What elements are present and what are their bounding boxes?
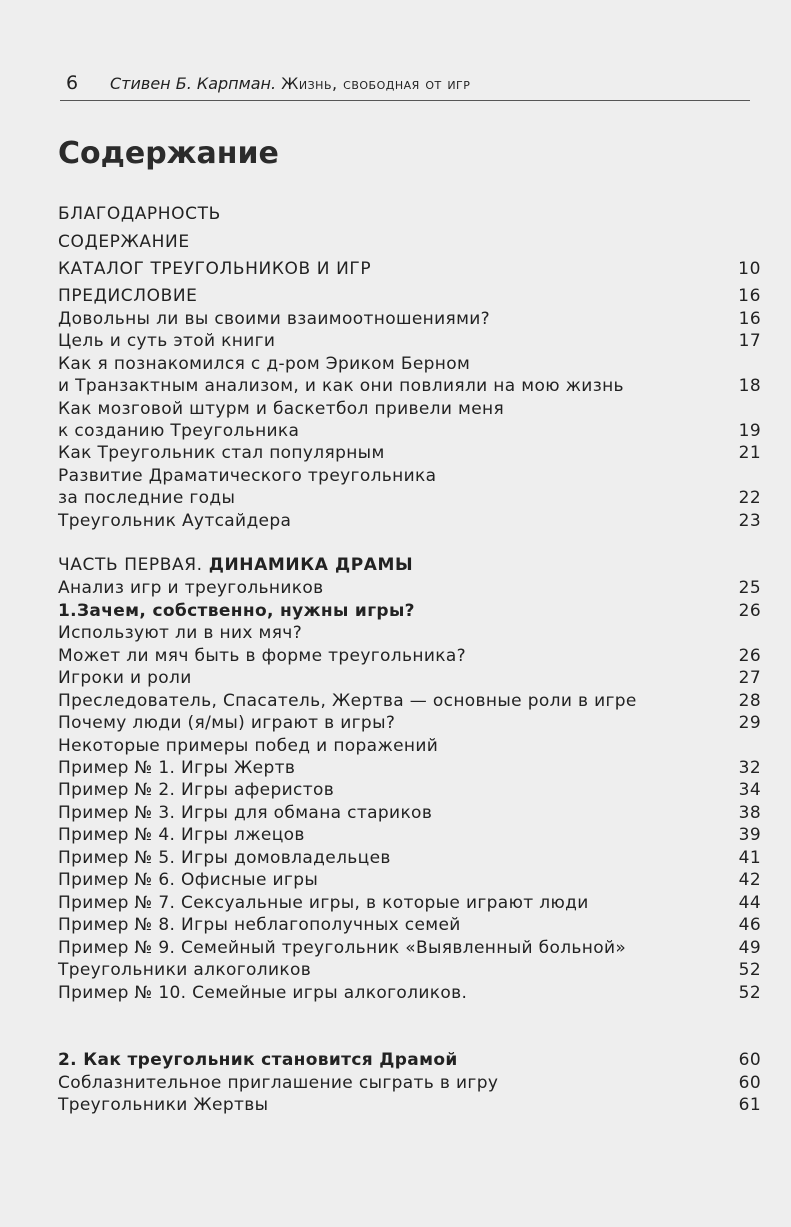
toc-entry-page: 60 — [738, 1050, 761, 1070]
toc-entry — [58, 231, 761, 253]
toc-entry-page: 16 — [738, 286, 761, 306]
toc-entry-text: Пример № 10. Семейные игры алкоголиков. — [58, 983, 468, 1003]
toc-entry-text: Пример № 1. Игры Жертв — [58, 758, 296, 778]
toc-entry-text: Некоторые примеры побед и поражений — [58, 736, 439, 756]
toc-entry — [58, 577, 761, 599]
page-number: 6 — [66, 72, 79, 94]
toc-entry-text: КАТАЛОГ ТРЕУГОЛЬНИКОВ И ИГР — [58, 259, 372, 279]
toc-entry-page: 16 — [738, 309, 761, 329]
page-title: Содержание — [58, 136, 279, 171]
toc-entry — [58, 510, 761, 532]
toc-entry-text: Анализ игр и треугольников — [58, 578, 324, 598]
toc-entry-text: Довольны ли вы своими взаимоотношениями? — [58, 309, 491, 329]
toc-entry-page: 27 — [738, 668, 761, 688]
toc-entry-text: Соблазнительное приглашение сыграть в игру — [58, 1073, 499, 1093]
toc-entry — [58, 735, 761, 757]
toc-entry — [58, 330, 761, 352]
toc-entry — [58, 824, 761, 846]
toc-entry-page: 42 — [738, 870, 761, 890]
toc-entry-page: 41 — [738, 848, 761, 868]
toc-entry-text: Пример № 3. Игры для обмана стариков — [58, 803, 433, 823]
toc-entry-page: 49 — [738, 938, 761, 958]
toc-entry — [58, 398, 761, 420]
toc-entry-text: к созданию Треугольника — [58, 421, 300, 441]
toc-entry-text: БЛАГОДАРНОСТЬ — [58, 204, 221, 224]
toc-entry — [58, 622, 761, 644]
toc-entry-page: 10 — [738, 259, 761, 279]
running-head — [60, 70, 750, 101]
toc-entry-text: Треугольник Аутсайдера — [58, 511, 292, 531]
toc-entry-page: 39 — [738, 825, 761, 845]
toc-entry — [58, 959, 761, 981]
toc-entry-page: 18 — [738, 376, 761, 396]
toc-entry-page: 17 — [738, 331, 761, 351]
toc-entry-text: Может ли мяч быть в форме треугольника? — [58, 646, 466, 666]
toc-entry — [58, 892, 761, 914]
toc-entry-text: Пример № 9. Семейный треугольник «Выявленный больной» — [58, 938, 627, 958]
toc-entry — [58, 285, 761, 307]
toc-entry-text: Используют ли в них мяч? — [58, 623, 303, 643]
toc-entry-text: Как я познакомился с д-ром Эриком Берном — [58, 354, 471, 374]
toc-entry — [58, 1072, 761, 1094]
toc-entry-text: Пример № 5. Игры домовладельцев — [58, 848, 391, 868]
toc-entry-text: ПРЕДИСЛОВИЕ — [58, 286, 198, 306]
toc-part-title: ДИНАМИКА ДРАМЫ — [208, 555, 414, 575]
toc-entry — [58, 487, 761, 509]
toc-entry-text: Цель и суть этой книги — [58, 331, 276, 351]
toc-entry — [58, 465, 761, 487]
toc-entry-text: Как Треугольник стал популярным — [58, 443, 385, 463]
toc-entry — [58, 203, 761, 225]
toc-entry-text: 2. Как треугольник становится Драмой — [58, 1050, 458, 1070]
toc-chapter-heading — [58, 1049, 761, 1071]
toc-entry-page: 23 — [738, 511, 761, 531]
toc-entry — [58, 1094, 761, 1116]
toc-entry-page: 44 — [738, 893, 761, 913]
toc-entry — [58, 757, 761, 779]
toc-entry-text: Развитие Драматического треугольника — [58, 466, 437, 486]
toc-entry — [58, 914, 761, 936]
toc-entry-text: СОДЕРЖАНИЕ — [58, 232, 190, 252]
toc-entry — [58, 645, 761, 667]
toc-entry-page: 61 — [738, 1095, 761, 1115]
running-head-author: Стивен Б. Карпман. — [110, 74, 277, 93]
toc-entry — [58, 802, 761, 824]
toc-entry-page: 28 — [738, 691, 761, 711]
running-head-title: Жизнь, свободная от игр — [281, 74, 471, 93]
toc-entry-page: 25 — [738, 578, 761, 598]
toc-entry — [58, 375, 761, 397]
toc-entry-text: за последние годы — [58, 488, 236, 508]
toc-entry-text: Игроки и роли — [58, 668, 192, 688]
toc-entry-page: 19 — [738, 421, 761, 441]
toc-entry-page: 60 — [738, 1073, 761, 1093]
toc-entry-page: 21 — [738, 443, 761, 463]
toc-entry — [58, 667, 761, 689]
toc-entry-page: 34 — [738, 780, 761, 800]
toc-entry — [58, 847, 761, 869]
toc-entry-text: Пример № 6. Офисные игры — [58, 870, 319, 890]
toc-entry — [58, 937, 761, 959]
toc-entry-text: и Транзактным анализом, и как они повлияли на мою жизнь — [58, 376, 624, 396]
toc-entry — [58, 442, 761, 464]
toc-entry-text: Треугольники алкоголиков — [58, 960, 312, 980]
toc-entry-text: Треугольники Жертвы — [58, 1095, 269, 1115]
toc-entry — [58, 308, 761, 330]
toc-entry-page: 32 — [738, 758, 761, 778]
toc-entry-page: 29 — [738, 713, 761, 733]
toc-entry-text: Пример № 2. Игры аферистов — [58, 780, 335, 800]
toc-entry — [58, 420, 761, 442]
toc-entry — [58, 353, 761, 375]
toc-entry-text: Пример № 8. Игры неблагополучных семей — [58, 915, 461, 935]
toc-entry-page: 26 — [738, 646, 761, 666]
toc-entry-text: Преследователь, Спасатель, Жертва — основные роли в игре — [58, 691, 637, 711]
toc-entry-page: 46 — [738, 915, 761, 935]
toc-entry-page: 26 — [738, 601, 761, 621]
toc-part-prefix: ЧАСТЬ ПЕРВАЯ. — [58, 555, 203, 575]
toc-entry — [58, 779, 761, 801]
toc-entry-page: 38 — [738, 803, 761, 823]
toc-entry — [58, 869, 761, 891]
toc-entry — [58, 258, 761, 280]
toc-entry-text: Как мозговой штурм и баскетбол привели меня — [58, 399, 505, 419]
toc-entry — [58, 712, 761, 734]
toc-part-heading — [58, 554, 761, 576]
toc-entry-text: 1.Зачем, собственно, нужны игры? — [58, 601, 415, 621]
toc-entry-page: 52 — [738, 960, 761, 980]
toc-entry-text: Почему люди (я/мы) играют в игры? — [58, 713, 396, 733]
toc-entry-text: Пример № 4. Игры лжецов — [58, 825, 305, 845]
toc-entry — [58, 982, 761, 1004]
toc-entry-text: Пример № 7. Сексуальные игры, в которые играют люди — [58, 893, 589, 913]
toc-entry-page: 52 — [738, 983, 761, 1003]
toc-chapter-heading — [58, 600, 761, 622]
toc-entry-page: 22 — [738, 488, 761, 508]
toc-entry — [58, 690, 761, 712]
